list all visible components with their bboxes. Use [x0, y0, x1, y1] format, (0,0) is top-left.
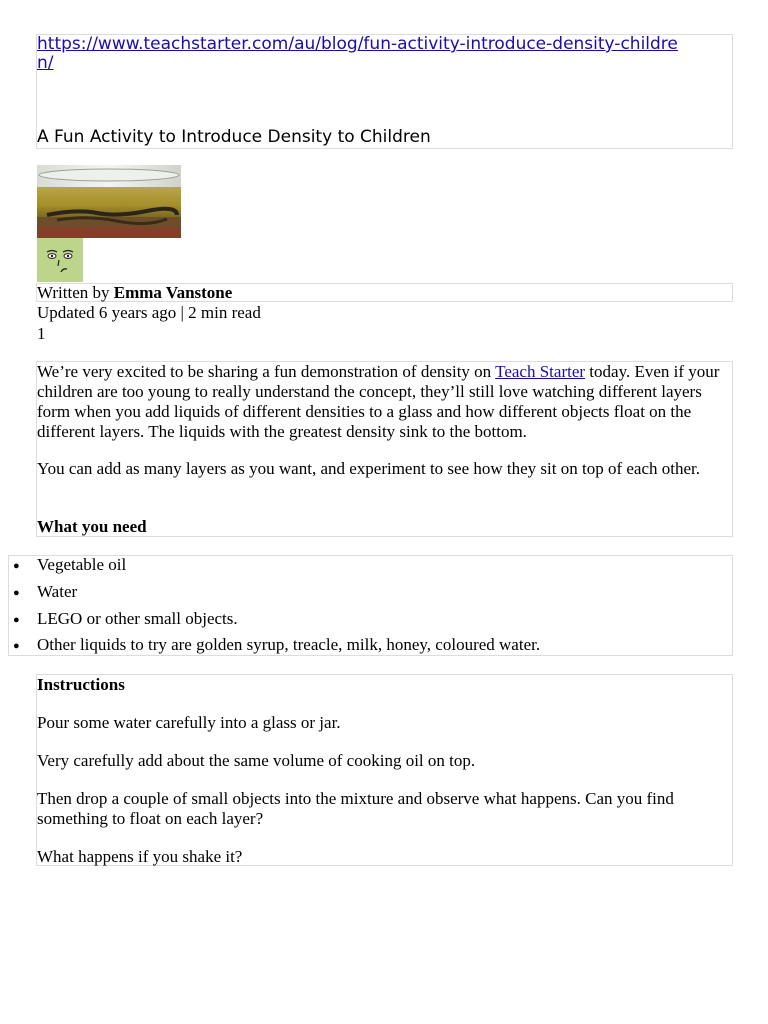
- instruction-step: Pour some water carefully into a glass or jar.: [37, 713, 341, 732]
- intro-paragraph: [37, 362, 731, 442]
- byline: [37, 283, 232, 302]
- list-item: Vegetable oil: [37, 555, 127, 574]
- intro-text: We’re very excited to be sharing a fun demonstration of density on: [37, 362, 496, 381]
- bullet: ●: [13, 560, 20, 572]
- page-title: A Fun Activity to Introduce Density to Children: [37, 127, 431, 147]
- what-you-need-heading: What you need: [37, 517, 147, 536]
- updated-info: Updated 6 years ago | 2 min read: [37, 303, 261, 322]
- list-item: Water: [37, 582, 78, 601]
- author-name: Emma Vanstone: [113, 283, 233, 302]
- instruction-step: What happens if you shake it?: [37, 847, 243, 866]
- list-item: LEGO or other small objects.: [37, 609, 238, 628]
- source-link[interactable]: https://www.teachstarter.com/au/blog/fun-activity-introduce-density-children/: [37, 34, 678, 73]
- bullet: ●: [13, 640, 20, 652]
- avatar: [37, 238, 83, 282]
- instructions-heading: Instructions: [37, 675, 125, 694]
- list-item: Other liquids to try are golden syrup, treacle, milk, honey, coloured water.: [37, 635, 541, 654]
- teach-starter-link[interactable]: Teach Starter: [495, 362, 586, 381]
- comment-count: 1: [37, 324, 46, 343]
- instruction-step: Then drop a couple of small objects into the mixture and observe what happens. Can you find something to float on each layer?: [37, 789, 674, 828]
- written-by-label: Written by: [37, 283, 110, 302]
- bullet: ●: [13, 587, 20, 599]
- intro-paragraph-2: You can add as many layers as you want, and experiment to see how they sit on top of each other.: [37, 459, 700, 478]
- instruction-step: Very carefully add about the same volume of cooking oil on top.: [37, 751, 476, 770]
- intro-text-continued: today. Even if your children are too young to really understand the concept, they’ll still love watching different layers form when you add liquids of different densities to a glass and how different objects float on the different layers. The liquids with the greatest density sink to the bottom.: [37, 362, 720, 441]
- hero-image: [37, 165, 181, 238]
- bullet: ●: [13, 614, 20, 626]
